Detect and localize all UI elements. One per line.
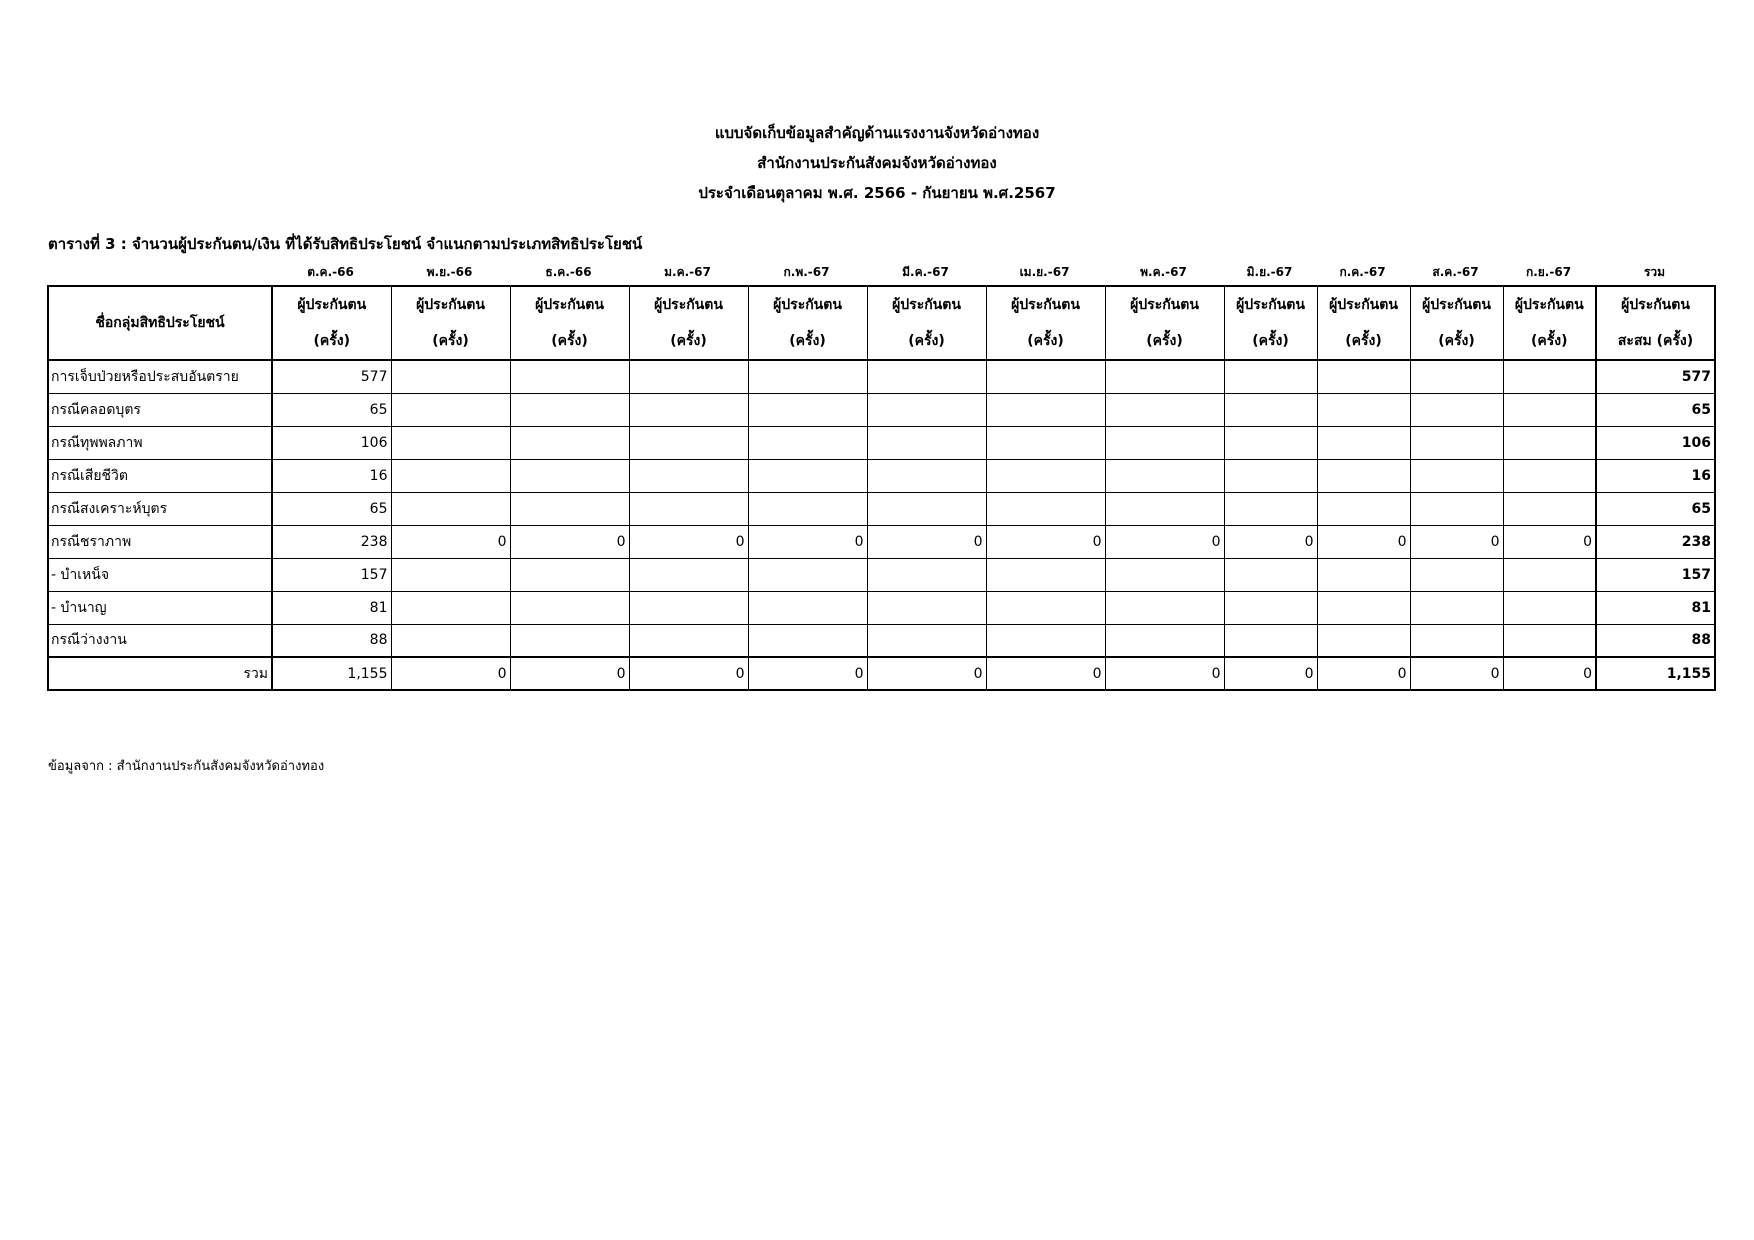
value-cell — [1503, 492, 1596, 525]
month-column-header — [1224, 286, 1317, 360]
table-row — [48, 492, 1715, 525]
value-cell: 0 — [986, 525, 1105, 558]
value-cell — [629, 591, 748, 624]
value-cell — [1105, 459, 1224, 492]
insured-label: ผู้ประกันตน — [1130, 297, 1199, 313]
value-cell — [629, 426, 748, 459]
month-column-header — [1503, 286, 1596, 360]
month-column-header — [510, 286, 629, 360]
value-cell — [986, 360, 1105, 393]
value-cell: 106 — [272, 426, 391, 459]
value-cell: 238 — [272, 525, 391, 558]
table-row — [48, 426, 1715, 459]
value-cell: 0 — [1503, 525, 1596, 558]
value-cell — [1224, 591, 1317, 624]
value-cell — [1224, 426, 1317, 459]
row-total-cell: 65 — [1596, 393, 1715, 426]
month-label: รวม — [1643, 265, 1666, 279]
total-row — [48, 657, 1715, 690]
insured-label: ผู้ประกันตน — [535, 297, 604, 313]
value-cell — [1410, 492, 1503, 525]
value-cell: 0 — [867, 525, 986, 558]
value-cell — [1410, 360, 1503, 393]
insured-label: ผู้ประกันตน — [1236, 297, 1305, 313]
value-cell — [629, 393, 748, 426]
row-label: การเจ็บป่วยหรือประสบอันตราย — [48, 360, 272, 393]
report-title: แบบจัดเก็บข้อมูลสำคัญด้านแรงงานจังหวัดอ่างทอง — [714, 124, 1040, 142]
value-cell — [748, 393, 867, 426]
month-column-header — [272, 286, 391, 360]
times-label: (ครั้ง) — [432, 333, 469, 349]
value-cell — [629, 459, 748, 492]
row-label: กรณีทุพพลภาพ — [48, 426, 272, 459]
value-cell — [1503, 393, 1596, 426]
value-cell — [1105, 591, 1224, 624]
value-cell — [1503, 459, 1596, 492]
month-column-header — [629, 286, 748, 360]
value-cell — [1410, 624, 1503, 657]
table-title: ตารางที่ 3 : จำนวนผู้ประกันตน/เงิน ที่ได้รับสิทธิประโยชน์ จำแนกตามประเภทสิทธิประโยชน์ — [48, 235, 643, 253]
value-cell — [867, 426, 986, 459]
row-label: - บำนาญ — [48, 591, 272, 624]
row-total-cell: 106 — [1596, 426, 1715, 459]
insured-label: ผู้ประกันตน — [654, 297, 723, 313]
value-cell — [748, 624, 867, 657]
insured-label: ผู้ประกันตน — [1011, 297, 1080, 313]
times-label: (ครั้ง) — [1530, 333, 1568, 349]
category-column-header — [48, 286, 272, 360]
value-cell — [867, 393, 986, 426]
value-cell — [867, 492, 986, 525]
value-cell — [1105, 492, 1224, 525]
value-cell: 0 — [867, 657, 986, 690]
value-cell — [1105, 426, 1224, 459]
value-cell: 0 — [391, 525, 510, 558]
value-cell — [1317, 558, 1410, 591]
table-row — [48, 591, 1715, 624]
value-cell — [1410, 459, 1503, 492]
month-label: ก.ค.-67 — [1339, 265, 1386, 279]
month-column-header — [986, 286, 1105, 360]
value-cell — [986, 591, 1105, 624]
row-label: - บำเหน็จ — [48, 558, 272, 591]
report-header — [0, 118, 1754, 208]
value-cell — [510, 360, 629, 393]
value-cell — [1317, 591, 1410, 624]
month-label: ก.ย.-67 — [1525, 265, 1572, 279]
value-cell — [748, 591, 867, 624]
value-cell — [1503, 558, 1596, 591]
value-cell — [391, 393, 510, 426]
value-cell: 0 — [1105, 657, 1224, 690]
value-cell — [510, 492, 629, 525]
month-column-header — [1410, 286, 1503, 360]
value-cell — [867, 459, 986, 492]
value-cell — [391, 459, 510, 492]
value-cell: 157 — [272, 558, 391, 591]
data-source-note: ข้อมูลจาก : สำนักงานประกันสังคมจังหวัดอ่างทอง — [48, 759, 325, 774]
value-cell — [1224, 558, 1317, 591]
value-cell — [1410, 393, 1503, 426]
row-label: กรณีชราภาพ — [48, 525, 272, 558]
value-cell — [629, 360, 748, 393]
value-cell — [986, 558, 1105, 591]
value-cell: 0 — [1317, 525, 1410, 558]
value-cell — [986, 393, 1105, 426]
value-cell — [391, 492, 510, 525]
value-cell — [391, 624, 510, 657]
month-label: มิ.ย.-67 — [1246, 265, 1293, 279]
value-cell: 1,155 — [272, 657, 391, 690]
month-label: ม.ค.-67 — [664, 265, 711, 279]
value-cell — [510, 459, 629, 492]
table-row — [48, 393, 1715, 426]
insured-label: ผู้ประกันตน — [416, 297, 485, 313]
table-row — [48, 459, 1715, 492]
month-label: ก.พ.-67 — [783, 265, 830, 279]
row-label: กรณีสงเคราะห์บุตร — [48, 492, 272, 525]
value-cell — [867, 360, 986, 393]
value-cell: 577 — [272, 360, 391, 393]
value-cell — [391, 591, 510, 624]
value-cell — [1503, 426, 1596, 459]
row-label: กรณีว่างงาน — [48, 624, 272, 657]
value-cell — [391, 360, 510, 393]
value-cell — [748, 360, 867, 393]
row-total-cell: 81 — [1596, 591, 1715, 624]
value-cell — [510, 624, 629, 657]
value-cell — [510, 558, 629, 591]
total-header-line2: สะสม (ครั้ง) — [1617, 333, 1694, 349]
value-cell — [748, 426, 867, 459]
month-label: มี.ค.-67 — [902, 265, 949, 279]
month-column-header — [391, 286, 510, 360]
value-cell: 0 — [629, 525, 748, 558]
value-cell — [510, 393, 629, 426]
row-label: กรณีเสียชีวิต — [48, 459, 272, 492]
row-total-cell: 16 — [1596, 459, 1715, 492]
row-total-cell: 577 — [1596, 360, 1715, 393]
value-cell — [1317, 492, 1410, 525]
value-cell — [1503, 591, 1596, 624]
value-cell — [510, 426, 629, 459]
value-cell — [391, 426, 510, 459]
value-cell — [986, 426, 1105, 459]
benefits-table — [47, 285, 1716, 691]
value-cell: 0 — [391, 657, 510, 690]
total-column-header — [1596, 286, 1715, 360]
category-header-label: ชื่อกลุ่มสิทธิประโยชน์ — [95, 315, 225, 331]
month-label: ส.ค.-67 — [1432, 265, 1479, 279]
value-cell — [986, 459, 1105, 492]
value-cell — [1317, 624, 1410, 657]
total-header-line1: ผู้ประกันตน — [1621, 297, 1690, 313]
month-label: ธ.ค.-66 — [545, 265, 592, 279]
row-label: กรณีคลอดบุตร — [48, 393, 272, 426]
value-cell — [1410, 426, 1503, 459]
value-cell — [1224, 459, 1317, 492]
value-cell: 88 — [272, 624, 391, 657]
table-row — [48, 624, 1715, 657]
value-cell — [748, 558, 867, 591]
month-label: พ.ย.-66 — [426, 265, 473, 279]
value-cell: 0 — [1410, 525, 1503, 558]
insured-label: ผู้ประกันตน — [297, 297, 367, 313]
month-column-header — [867, 286, 986, 360]
value-cell: 0 — [629, 657, 748, 690]
value-cell — [1317, 393, 1410, 426]
value-cell — [1503, 360, 1596, 393]
value-cell — [748, 492, 867, 525]
value-cell — [1317, 426, 1410, 459]
month-label: ต.ค.-66 — [307, 265, 354, 279]
value-cell: 0 — [1105, 525, 1224, 558]
value-cell — [1105, 624, 1224, 657]
insured-label: ผู้ประกันตน — [1329, 297, 1398, 313]
report-period: ประจำเดือนตุลาคม พ.ศ. 2566 - กันยายน พ.ศ.2567 — [698, 184, 1056, 202]
insured-label: ผู้ประกันตน — [773, 297, 842, 313]
row-total-cell: 65 — [1596, 492, 1715, 525]
value-cell — [1317, 360, 1410, 393]
value-cell — [986, 492, 1105, 525]
times-label: (ครั้ง) — [313, 333, 351, 349]
total-row-label: รวม — [48, 657, 272, 690]
value-cell — [510, 591, 629, 624]
value-cell — [1105, 393, 1224, 426]
value-cell — [867, 591, 986, 624]
month-column-header — [748, 286, 867, 360]
value-cell — [867, 624, 986, 657]
month-column-header — [1317, 286, 1410, 360]
value-cell: 0 — [510, 657, 629, 690]
table-row — [48, 558, 1715, 591]
month-label: เม.ย.-67 — [1019, 265, 1070, 279]
insured-label: ผู้ประกันตน — [892, 297, 961, 313]
value-cell — [1503, 624, 1596, 657]
times-label: (ครั้ง) — [1252, 333, 1289, 349]
times-label: (ครั้ง) — [1345, 333, 1382, 349]
value-cell — [1317, 459, 1410, 492]
row-total-cell: 88 — [1596, 624, 1715, 657]
value-cell: 65 — [272, 393, 391, 426]
value-cell: 0 — [1224, 525, 1317, 558]
value-cell: 0 — [748, 525, 867, 558]
value-cell — [986, 624, 1105, 657]
value-cell: 0 — [748, 657, 867, 690]
times-label: (ครั้ง) — [908, 333, 945, 349]
month-column-header — [1105, 286, 1224, 360]
value-cell — [391, 558, 510, 591]
value-cell — [867, 558, 986, 591]
row-total-cell: 157 — [1596, 558, 1715, 591]
times-label: (ครั้ง) — [789, 333, 826, 349]
value-cell: 0 — [1224, 657, 1317, 690]
value-cell — [1410, 558, 1503, 591]
value-cell: 65 — [272, 492, 391, 525]
value-cell — [629, 492, 748, 525]
times-label: (ครั้ง) — [1027, 333, 1064, 349]
value-cell — [1105, 558, 1224, 591]
insured-label: ผู้ประกันตน — [1514, 297, 1584, 313]
month-label: พ.ค.-67 — [1140, 265, 1187, 279]
value-cell — [1410, 591, 1503, 624]
times-label: (ครั้ง) — [1438, 333, 1475, 349]
value-cell: 0 — [1317, 657, 1410, 690]
report-office: สำนักงานประกันสังคมจังหวัดอ่างทอง — [757, 154, 997, 172]
table-row — [48, 360, 1715, 393]
times-label: (ครั้ง) — [551, 333, 588, 349]
table-header-row — [48, 286, 1715, 360]
value-cell — [629, 624, 748, 657]
value-cell: 16 — [272, 459, 391, 492]
row-total-cell: 238 — [1596, 525, 1715, 558]
times-label: (ครั้ง) — [670, 333, 707, 349]
value-cell — [1105, 360, 1224, 393]
value-cell: 0 — [510, 525, 629, 558]
times-label: (ครั้ง) — [1146, 333, 1183, 349]
value-cell — [629, 558, 748, 591]
value-cell: 0 — [1410, 657, 1503, 690]
value-cell — [1224, 624, 1317, 657]
value-cell — [1224, 393, 1317, 426]
value-cell — [1224, 492, 1317, 525]
value-cell: 81 — [272, 591, 391, 624]
value-cell — [1224, 360, 1317, 393]
value-cell — [748, 459, 867, 492]
insured-label: ผู้ประกันตน — [1422, 297, 1491, 313]
value-cell: 0 — [986, 657, 1105, 690]
row-total-cell: 1,155 — [1596, 657, 1715, 690]
table-row — [48, 525, 1715, 558]
value-cell: 0 — [1503, 657, 1596, 690]
